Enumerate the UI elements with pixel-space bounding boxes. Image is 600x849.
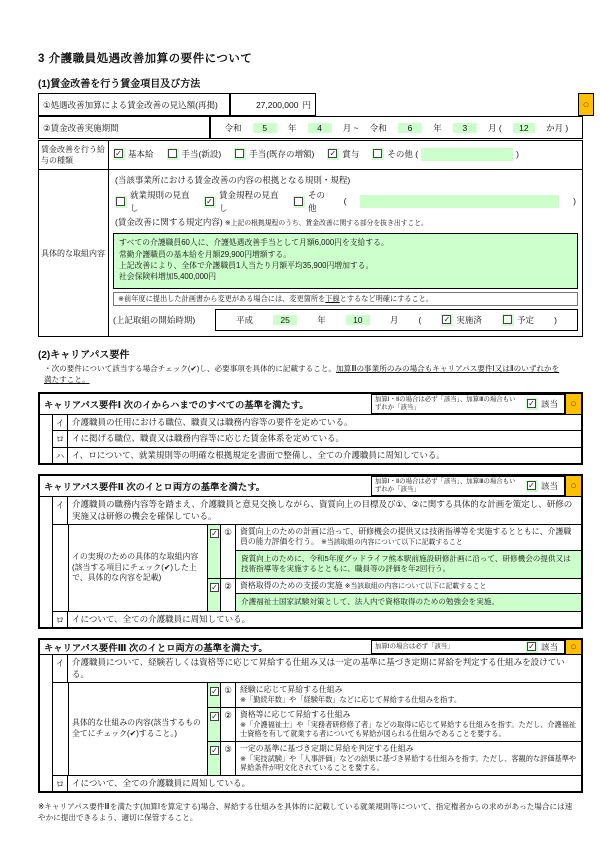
planned-label: 予定	[516, 315, 534, 326]
basis-option	[115, 189, 190, 215]
group1-checkbox-cell[interactable]	[208, 525, 221, 578]
estimate-label: ①処遇改善加算による賃金改善の見込額(再掲)	[38, 93, 230, 116]
detail-line: すべての介護職員60人に、介護処遇改善手当として月額6,000円を支給する。	[119, 238, 389, 248]
group1-number: ①	[221, 525, 236, 578]
implemented-checkbox[interactable]	[441, 314, 453, 326]
row-key-spacer	[53, 525, 68, 611]
row-key: イ	[53, 497, 68, 524]
req3-row-ro	[53, 776, 581, 791]
req2-detail-label-sub: (該当する項目にチェック(✔)した上で、具体的な内容を記載)	[72, 562, 197, 583]
row-text: イに掲げる職位、職責又は職務内容等に応じた賃金体系を定めている。	[72, 433, 345, 444]
period-year2-unit: 年	[433, 122, 442, 133]
row-key: ハ	[53, 448, 68, 463]
new-allowance-label: 手当(新設)	[181, 149, 222, 159]
group2-content-textarea[interactable]: 介護福祉士国家試験対策として、法人内で資格取得のための勉強会を実施。	[236, 593, 581, 610]
req3-detail-label-main: 具体的な仕組みの内容(該当するもの全てにチェック(✔)すること。)	[72, 718, 201, 738]
basis-other-label: その他	[307, 189, 325, 213]
wage-improvement-table	[38, 140, 583, 337]
row-key: ロ	[53, 612, 68, 627]
work-rules-checkbox[interactable]	[115, 196, 127, 208]
req2-title: キャリアパス要件Ⅱ 次のイとロ両方の基準を満たす。	[44, 482, 266, 493]
row-text: イ、ロについて、就業規則等の明確な根拠規定を書面で整備し、全ての介護職員に周知している。	[72, 449, 445, 460]
req1-body	[52, 415, 581, 463]
req1-header	[40, 394, 581, 415]
row-text: 介護職員について、経験若しくは資格等に応じて昇給する仕組み又は一定の基準に基づき定期に昇給を判定する仕組みを設けている。	[72, 657, 565, 679]
req2-detail-row	[53, 525, 581, 612]
req2-header	[40, 476, 581, 497]
row-text: 介護職員の職務内容等を踏まえ、介護職員と意見交換しながら、資質向上の目標及び①、②に関する具体的な計画を策定し、研修の実施又は研修の機会を確保している。	[72, 499, 573, 521]
req1-status-marker: ○	[565, 394, 581, 414]
other-salary-close-paren: )	[516, 149, 519, 159]
other-salary-checkbox[interactable]	[372, 148, 384, 160]
provision-note: ※上記の根拠規程のうち、賃金改善に関する部分を抜き出すこと。	[225, 220, 428, 228]
estimate-value: 27,200,000	[255, 99, 299, 110]
req2-detail-label	[68, 525, 208, 611]
req2-groups	[207, 525, 581, 611]
salary-type-option	[327, 148, 359, 160]
salary-types-options	[109, 141, 582, 167]
row-key: イ	[53, 655, 68, 682]
group1-number: ①	[221, 683, 236, 707]
group1-desc-note: ※当該取組の内容について以下に記載すること	[321, 539, 463, 547]
req2-applicable-label: 該当	[540, 481, 558, 492]
req2-applicable-checkbox[interactable]	[526, 480, 538, 492]
detail-label: 具体的な取組内容	[39, 170, 109, 336]
wage-rules-label: 賃金規程の見直し	[218, 189, 279, 213]
section1-heading: (1)賃金改善を行う賃金項目及び方法	[38, 79, 201, 90]
group3-line1: 一定の基準に基づき定期に昇給を判定する仕組み	[240, 743, 414, 753]
req3-row-i	[53, 655, 581, 683]
period-year2[interactable]: 6	[398, 123, 422, 133]
req1-row-i	[53, 415, 581, 431]
detail-line: 社会保険料増加5,400,000円	[119, 272, 217, 282]
start-time-row	[113, 309, 578, 331]
req2-row-i	[53, 497, 581, 525]
detail-line: 上記改善により、全体で介護職員1人当たり月額平均35,900円増加する。	[119, 261, 374, 271]
period-year1[interactable]: 5	[253, 123, 277, 133]
base-salary-label: 基本給	[128, 149, 154, 159]
period-month2[interactable]: 3	[453, 123, 477, 133]
other-salary-input[interactable]	[421, 148, 513, 161]
group1-desc-text: 資質向上のための計画に沿って、研修機会の提供又は技術指導等を実施するとともに、介護職員の能力評価を行う。	[240, 527, 572, 547]
group2-checkbox-cell[interactable]	[208, 579, 221, 611]
bonus-checkbox[interactable]	[327, 148, 339, 160]
row-key-spacer	[53, 683, 68, 775]
period-label: ②賃金改善実施期間	[38, 116, 210, 139]
period-era1: 令和	[224, 122, 242, 133]
wage-rules-checkbox[interactable]	[204, 196, 216, 208]
row-key: イ	[53, 415, 68, 430]
salary-type-option	[167, 148, 222, 160]
career-path-req3-block	[38, 638, 583, 793]
check-icon: ✓	[211, 687, 218, 697]
req3-detail-label	[68, 683, 208, 775]
detail-content	[109, 170, 582, 336]
implemented-option	[441, 314, 482, 326]
group2-desc-note: ※当該取組の内容について以下に記載すること	[344, 582, 487, 590]
salary-type-option	[234, 148, 314, 160]
period-year1-unit: 年	[287, 122, 297, 133]
section2-heading: (2)キャリアパス要件	[38, 350, 130, 362]
group3-line2: ※「実技試験」や「人事評価」などの結果に基づき昇給する仕組みを指す。ただし、客観的な評価基準や昇給条件が明文化されていることを要する。	[240, 753, 577, 773]
other-salary-label: その他 (	[387, 149, 419, 159]
period-month1-unit: 月 ~	[342, 122, 359, 133]
implemented-label: 実施済	[456, 315, 482, 326]
start-era: 平成	[236, 315, 254, 326]
req2-status-marker: ○	[565, 476, 581, 496]
group3-checkbox-cell[interactable]	[208, 742, 221, 775]
base-salary-checkbox[interactable]	[113, 148, 125, 160]
row-text: 介護職員の任用における職位、職責又は職務内容等の要件を定めている。	[72, 416, 353, 427]
provision-line	[115, 216, 576, 229]
req1-row-ro	[53, 431, 581, 447]
group1-line1: 経験に応じて昇給する仕組み	[240, 685, 343, 695]
estimate-value-cell[interactable]	[230, 93, 316, 116]
period-row	[38, 116, 583, 139]
group2-checkbox-cell[interactable]	[208, 708, 221, 741]
estimate-status-marker: ○	[578, 93, 594, 116]
group2-line1: 資格等に応じて昇給する仕組み	[240, 709, 351, 719]
start-paren-open: (	[418, 315, 422, 326]
row-key: ロ	[53, 431, 68, 446]
provision-label: (賃金改善に関する規定内容)	[115, 217, 223, 228]
bonus-label: 賞与	[342, 149, 360, 159]
req1-title: キャリアパス要件Ⅰ 次のイからハまでのすべての基準を満たす。	[44, 399, 309, 410]
start-paren-close: )	[554, 315, 557, 326]
detail-content-textarea[interactable]	[113, 233, 578, 289]
check-icon: ✓	[211, 582, 218, 592]
period-month2-unit: 月 (	[488, 122, 502, 133]
check-icon: ✓	[528, 481, 535, 491]
group2-desc-text: 資格取得のための支援の実施	[240, 580, 343, 590]
check-icon: ✓	[528, 398, 535, 408]
req1-badge	[371, 394, 565, 414]
group2-number: ②	[221, 708, 236, 741]
estimate-unit: 円	[302, 99, 311, 110]
row-key: ロ	[53, 776, 68, 791]
req3-badge	[371, 640, 565, 654]
change-note-pre: ※前年度に提出した計画書から変更がある場合には、変更箇所を	[118, 294, 326, 304]
group2-number: ②	[221, 579, 236, 611]
period-total-months[interactable]: 12	[513, 123, 535, 133]
check-icon: ✓	[443, 315, 451, 325]
req3-badge-note: 加算Ⅰの場合は必ず「該当」	[374, 643, 454, 651]
req3-header	[40, 640, 581, 655]
period-value-cell[interactable]	[210, 116, 583, 139]
basis-other-checkbox[interactable]	[293, 196, 305, 208]
check-icon	[235, 149, 244, 158]
start-year[interactable]: 25	[273, 315, 297, 325]
req2-badge	[371, 476, 565, 496]
req2-group-2	[208, 579, 581, 611]
page-title: 3 介護職員処遇改善加算の要件について	[38, 53, 253, 65]
check-icon: ✓	[528, 642, 535, 652]
row-text: イについて、全ての介護職員に周知している。	[72, 777, 251, 788]
detail-line: 常勤介護職員の基本給を月額29,900円増額する。	[119, 249, 291, 259]
period-total-months-unit: か月 )	[546, 122, 569, 133]
group3-number: ③	[221, 742, 236, 775]
start-month-unit: 月	[389, 315, 399, 326]
check-icon	[373, 149, 382, 158]
req2-row-ro	[53, 612, 581, 627]
salary-type-option	[113, 148, 154, 160]
check-icon: ✓	[211, 745, 218, 755]
group2-desc	[236, 708, 581, 741]
change-note-post: とするなど明確にすること。	[339, 294, 434, 304]
req1-applicable	[524, 398, 564, 410]
start-time-label: (上記取組の開始時期)	[113, 315, 196, 326]
basis-heading: (当該事業所における賃金改善の内容の根拠となる規則・規程)	[115, 175, 351, 185]
group1-desc	[236, 525, 581, 550]
section2-note	[44, 364, 564, 385]
req2-detail-label-main: イの実現のための具体的な取組内容	[72, 551, 199, 561]
basis-other-close-paren: )	[573, 196, 576, 207]
salary-types-row	[39, 141, 582, 170]
check-icon	[168, 149, 177, 158]
note-plain: 次の要件について該当する場合チェック(✔)し、必要事項を具体的に記載すること。	[51, 364, 337, 374]
group2-body	[236, 579, 581, 611]
req3-applicable	[524, 641, 564, 653]
group1-checkbox-cell[interactable]	[208, 683, 221, 707]
planned-checkbox[interactable]	[502, 314, 514, 326]
group1-line2: ※「勤続年数」や「経験年数」などに応じて昇給する仕組みを指す。	[240, 695, 462, 705]
req2-group-1	[208, 525, 581, 579]
new-allowance-checkbox[interactable]	[167, 148, 179, 160]
start-month[interactable]: 10	[346, 315, 370, 325]
req3-title: キャリアパス要件Ⅲ 次のイとロ両方の基準を満たす。	[44, 643, 268, 654]
change-note-underlined: 下線	[325, 294, 340, 304]
change-note	[113, 292, 578, 306]
check-icon: ✓	[206, 196, 213, 206]
group1-content-textarea[interactable]: 資質向上のために、令和5年度グッドライフ熊本駅前施設研修計画に沿って、研修機会の提供又は技術指導等を実施するとともに、職員等の評価を年2回行う。	[236, 550, 581, 578]
salary-type-option	[372, 148, 519, 161]
req2-applicable	[524, 480, 564, 492]
group1-desc	[236, 683, 581, 707]
note-bullet: ・	[44, 364, 52, 374]
work-rules-label: 就業規則の見直し	[130, 189, 190, 213]
req1-badge-note: 加算Ⅰ・Ⅱの場合は必ず「該当」、加算Ⅲの場合もいずれか「該当」	[374, 395, 516, 411]
basis-other-input[interactable]	[360, 195, 559, 208]
period-era2: 令和	[369, 122, 387, 133]
group2-line2: ※「介護福祉士」や「実務者研修修了者」などの取得に応じて昇給する仕組みを指す。ただし、介護福祉士資格を有して就業する者についても昇給が図られる仕組みであることを要する。	[240, 720, 577, 739]
req3-applicable-checkbox[interactable]	[526, 641, 538, 653]
req3-detail-row	[53, 683, 581, 776]
req1-applicable-label: 該当	[540, 398, 558, 409]
start-year-unit: 年	[317, 315, 326, 326]
req1-applicable-checkbox[interactable]	[526, 398, 538, 410]
basis-block	[113, 172, 578, 231]
existing-allowance-label: 手当(既存の増額)	[249, 149, 315, 159]
check-icon	[116, 197, 125, 206]
career-path-req1-block	[38, 392, 583, 465]
estimate-row	[38, 93, 590, 116]
period-month1[interactable]: 4	[308, 123, 332, 133]
req2-badge-note: 加算Ⅰ・Ⅱの場合は必ず「該当」、加算Ⅲの場合もいずれか「該当」	[374, 478, 516, 494]
start-time-box	[215, 309, 578, 331]
req3-group-1	[208, 683, 581, 708]
check-icon: ✓	[115, 149, 122, 158]
basis-other-open-paren: (	[343, 196, 347, 207]
check-icon	[503, 315, 512, 324]
planned-option	[502, 314, 534, 326]
career-path-req2-block	[38, 474, 583, 629]
existing-allowance-checkbox[interactable]	[234, 148, 246, 160]
note-underlined: 加算Ⅲの事業所のみの場合もキャリアパス要件Ⅰ又はⅡのいずれかを満たすこと。	[44, 364, 560, 385]
footer-note: ※キャリアパス要件Ⅲを満たす(加算Ⅰを算定する)場合、昇給する仕組みを具体的に記載している就業規則等について、指定権者からの求めがあった場合には速やかに提出できるよう、適切に保管すること。	[38, 802, 573, 822]
check-icon: ✓	[211, 529, 218, 539]
req3-body	[52, 655, 581, 791]
req3-applicable-label: 該当	[540, 642, 558, 653]
req3-group-3	[208, 742, 581, 775]
basis-options	[115, 189, 576, 215]
group1-body	[236, 525, 581, 578]
group2-desc	[236, 579, 581, 594]
salary-types-label: 賃金改善を行う給与の種類	[39, 141, 109, 169]
check-icon: ✓	[329, 149, 337, 158]
row-text: イについて、全ての介護職員に周知している。	[72, 613, 251, 624]
req1-row-ha	[53, 448, 581, 463]
req3-groups	[207, 683, 581, 775]
basis-option	[293, 189, 330, 215]
basis-option	[204, 189, 279, 215]
req2-body	[52, 497, 581, 627]
detail-row	[39, 170, 582, 336]
req3-group-2	[208, 708, 581, 742]
check-icon: ✓	[211, 711, 218, 721]
check-icon	[294, 197, 303, 206]
req3-status-marker: ○	[565, 640, 581, 654]
group3-desc	[236, 742, 581, 775]
